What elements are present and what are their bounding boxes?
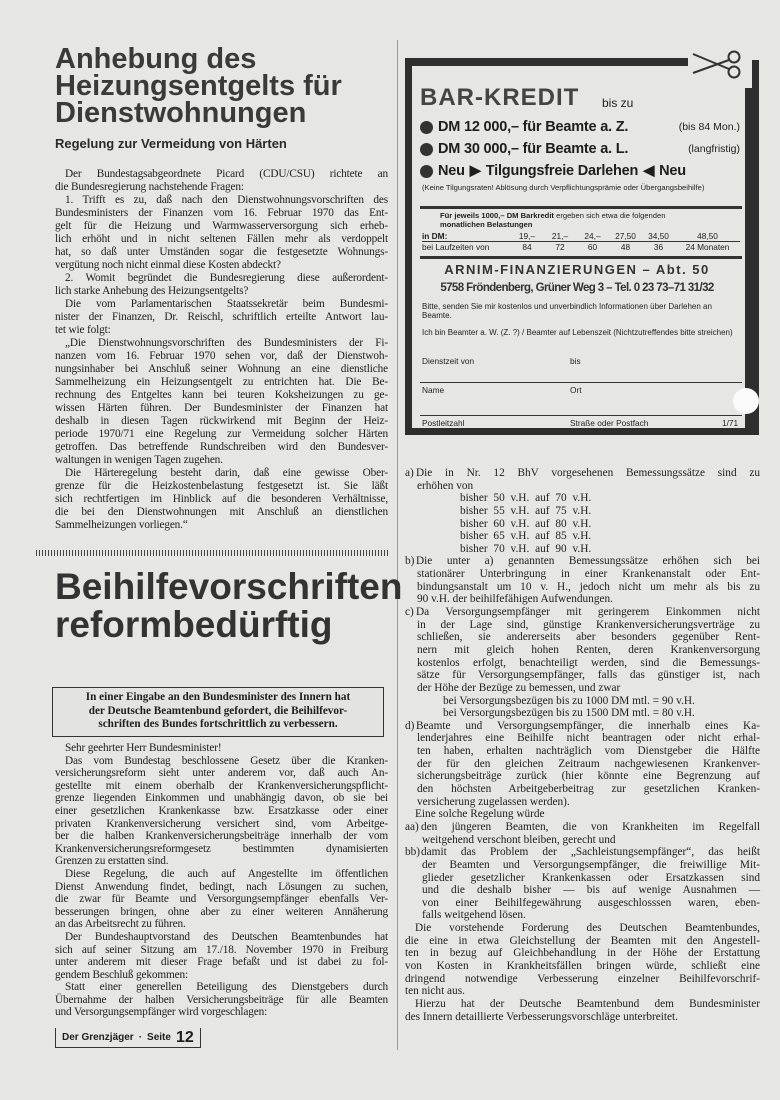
text-line: damit das Problem der „Sachleistungsempfänger“, das heißt [421, 846, 760, 859]
text-line: 2. Womit begründet die Bundesregierung diese außerordent- [65, 272, 388, 284]
text-line: Grenzen zu erstatten sind. [55, 855, 169, 868]
text-line: Sehr geehrter Herr Bundesminister! [65, 742, 222, 754]
ad-table-intro [440, 211, 740, 229]
paragraph [405, 922, 760, 998]
text-line: Das vom Bundestag beschlossene Gesetz über die Kranken- [65, 754, 388, 767]
text-line: die bei den Dienstwohnungen mit Anschluß an dienstlichen [55, 506, 388, 518]
list-item [405, 555, 760, 606]
paragraph [55, 194, 388, 272]
term-cell: 72 [555, 242, 565, 252]
article2-title-line1: Beihilfevorschriften [55, 566, 403, 607]
rate-cell: 19,– [518, 231, 536, 241]
text-line: bisher 60 v.H. auf 80 v.H. [460, 517, 592, 530]
name-field[interactable]: Name [422, 385, 445, 395]
ad-offer [420, 118, 740, 136]
offer-note: (bis 84 Mon.) [678, 121, 740, 133]
text-line: nister der Finanzen, Dr. Reischl, schriftlich erteilte Antwort lau- [55, 311, 388, 323]
ad-rate-table [422, 231, 740, 252]
term-cell: 36 [653, 242, 664, 252]
text-line: deshalb in diesen Tagen rückwirkend mit Beginn der Heiz- [55, 415, 388, 427]
list-label: bb) [405, 846, 421, 859]
ad-offer [420, 140, 740, 158]
text-line: erhöhen von [417, 479, 474, 492]
text-line: kostenlos erfolgt, benachteiligt werden, sind die Bemessungs- [417, 656, 760, 669]
offer-text: DM 30 000,– für Beamte a. L. [438, 141, 629, 157]
intro-line2: monatlichen Belastungen [440, 220, 533, 229]
text-line: privaten Krankenversicherung versichert sind, vom Arbeitge- [55, 817, 388, 830]
article2-continuation [405, 467, 760, 1023]
paragraph [55, 467, 388, 532]
list-item [405, 606, 760, 694]
text-line: vergütung noch nicht einmal diese Kosten abdeckt? [55, 259, 281, 271]
text-line: unter anderem mit dieser Frage befaßt und ist dabei zu fol- [55, 956, 388, 969]
triangle-left-icon: ◀ [643, 163, 655, 179]
column-divider [397, 40, 398, 1050]
text-line: wissen Härten führen. Der Bundesminister der Finanzen hat [55, 402, 388, 414]
text-line: lenderjahres eine Beihilfe nicht beantragen oder nicht erhal- [417, 732, 760, 745]
list-label: b) [405, 555, 415, 568]
text-line: gestellte mit einem oberhalb der Krankenversicherungspflicht- [55, 779, 388, 792]
text-line: getroffen. Das betreffende Rundschreiben wird den Bundesver- [55, 441, 388, 453]
bullet-icon [420, 121, 433, 134]
text-line: dringend notwendige Verbesserung einzelner Beihilfevorschrif- [405, 972, 760, 985]
text-line: die eine in etwa Gleichstellung der Beamten mit den Angestell- [405, 934, 760, 947]
text-line: Die vorstehende Forderung des Deutschen Beamtenbundes, [415, 922, 760, 935]
text-line: hat, so daß unter Umständen sogar die festgesetzte Wohnungs- [55, 246, 388, 258]
paragraph [55, 168, 388, 194]
street-field[interactable]: Straße oder Postfach [570, 418, 649, 428]
text-line: bisher 70 v.H. auf 90 v.H. [460, 542, 592, 555]
coupon-code: 1/71 [722, 418, 739, 428]
new-label: Neu [438, 163, 465, 179]
text-line: der Beamten und Versorgungsempfänger, die freiwillige Mit- [422, 858, 760, 871]
city-field[interactable]: Ort [570, 385, 582, 395]
text-line: Diese Regelung, die auch auf Angestellte im öffentlichen [65, 867, 388, 880]
term-cell: 48 [620, 242, 631, 252]
text-line: lich starke Anhebung des Heizungsentgelts? [55, 285, 249, 297]
form-line [420, 382, 742, 383]
text-line: stationärer Unterbringung in einer Krankenanstalt oder Ent- [417, 568, 760, 581]
ad-headline: BAR-KREDIT [420, 84, 580, 111]
text-line: falls weitgehend lösen. [422, 909, 526, 922]
article1-body [55, 168, 388, 532]
lead-line: der Deutsche Beamtenbund gefordert, die Beihilfevor- [88, 704, 348, 717]
text-line: versicherung zugelassen werden). [417, 795, 570, 808]
rate-list [405, 695, 760, 720]
bullet-icon [420, 143, 433, 156]
text-line: glieder gesetzlicher Krankenkassen oder Ersatzkassen sind [422, 871, 760, 884]
ad-new-offer [420, 162, 740, 180]
page-number: 12 [175, 1028, 194, 1046]
ad-status: Ich bin Beamter a. W. (Z. ?) / Beamter auf Lebenszeit (Nichtzutreffendes bitte streichen) [422, 328, 733, 337]
text-line: gendem Beschluß gekommen: [55, 968, 189, 981]
paragraph [55, 298, 388, 337]
list-item [405, 821, 760, 846]
text-line: den höchsten Arbeitgeberbeitrag zur gesetzlichen Kranken- [417, 783, 760, 796]
article2-title-line2: reformbedürftig [55, 604, 333, 645]
rate-cell: 48,50 [697, 231, 718, 241]
text-line: ten nicht aus. [405, 985, 465, 998]
text-line: ten in bezug auf Gleichbehandlung in der Höhe der Erstattung [405, 947, 760, 960]
new-label: Neu [659, 163, 686, 179]
text-line: nern mit gleich hohen Renten, deren Krankenversorgung [417, 643, 760, 656]
article2-body [55, 742, 388, 1019]
text-line: grenze liegenden Einkommen und unabhängig davon, ob sie bei [55, 792, 388, 805]
ad-rule [420, 256, 742, 259]
list-label: a) [405, 467, 414, 479]
lead-line: In einer Eingabe an den Bundesminister des Innern hat [85, 691, 351, 703]
text-line: die zwar für Beamte und Versorgungsempfänger ebenfalls Ver- [55, 893, 388, 906]
rate-cell: 34,50 [648, 231, 669, 241]
ad-company: ARNIM-FINANZIERUNGEN – Abt. 50 [444, 262, 710, 277]
text-line: Hierzu hat der Deutsche Beamtenbund dem Bundesminister [415, 997, 760, 1010]
intro-text: ergeben sich etwa die folgenden [556, 211, 666, 220]
text-line: Sammelheizungen vorliegen.“ [55, 519, 188, 531]
paragraph [55, 755, 388, 868]
text-line: Beamte und Versorgungsempfänger, die innerhalb eines Ka- [416, 719, 760, 732]
list-label: aa) [405, 820, 419, 833]
text-line: „Die Dienstwohnungsvorschriften des Bundesministers der Fi- [65, 337, 388, 349]
text-line: bei Versorgungsbezügen bis zu 1000 DM mtl. = 90 v.H. [443, 694, 695, 707]
list-item [405, 846, 760, 922]
triangle-right-icon: ▶ [469, 163, 481, 179]
rate-cell: 24,– [584, 231, 601, 241]
page-label: Seite [147, 1032, 171, 1043]
new-offer-text: Tilgungsfreie Darlehen [485, 163, 639, 179]
text-line: Eine solche Regelung würde [415, 808, 545, 821]
term-cell: 60 [587, 242, 598, 252]
text-line: 90 v.H. der beihilfefähigen Aufwendungen. [417, 593, 613, 606]
text-line: Übernahme der halben Versicherungsbeiträge für alle Beamten [55, 993, 388, 1006]
text-line: lich erhöht und in nicht seltenen Fällen mehr als verdoppelt [55, 233, 388, 245]
article1-title: Anhebung des Heizungsentgelts für Dienstwohnungen [55, 43, 342, 129]
text-line: der für den gleichen Zeitraum nachgewiesenen Krankenver- [417, 757, 760, 770]
text-line: bisher 55 v.H. auf 75 v.H. [460, 504, 592, 517]
text-line: schließen, sie andererseits aber besonders gegenüber Rent- [417, 631, 760, 644]
rate-list [405, 492, 760, 555]
text-line: bei Versorgungsbezügen bis zu 1500 DM mtl. = 80 v.H. [443, 707, 695, 720]
rate-row [422, 231, 740, 242]
paragraph [55, 272, 388, 298]
text-line: und Versorgungsempfänger wird vorgeschlagen: [55, 1006, 268, 1019]
text-line: des Innern detaillierte Verbesserungsvorschläge unterbreitet. [405, 1010, 679, 1023]
offer-note: (langfristig) [688, 143, 740, 155]
text-line: an das Arbeitsrecht zu führen. [55, 918, 186, 931]
article2-title [55, 568, 402, 644]
text-line: Die vom Parlamentarischen Staatssekretär beim Bundesmi- [65, 298, 388, 310]
text-line: Dienst Anwendung findet, bedingt, nach Lösungen zu suchen, [55, 880, 388, 893]
text-line: sich rechtfertigen im Hinblick auf die besonderen Verhältnisse, [55, 493, 388, 505]
paragraph [55, 931, 388, 981]
text-line: einer gesetzlichen Krankenkasse bzw. Ersatzkasse oder einer [55, 804, 388, 817]
article1-subtitle: Regelung zur Vermeidung von Härten [55, 136, 287, 151]
text-line: Der Bundestagsabgeordnete Picard (CDU/CSU) richtete an [65, 168, 388, 180]
ad-fine-print: (Keine Tilgungsraten! Ablösung durch Verpflichtungsprämie oder Übergangsbeihilfe) [422, 183, 705, 192]
text-line: versicherungsreform sieht unter anderem vor, daß auch An- [55, 767, 388, 780]
text-line: grenze für die Heizkostenbelastung festgesetzt ist. Sie läßt [55, 480, 388, 492]
text-line: periode 1970/71 eine Regelung zur Vermeidung solcher Härten [55, 428, 388, 440]
text-line: 1. Trifft es zu, daß nach den Dienstwohnungsvorschriften des [65, 194, 388, 206]
term-cell: 24 Monaten [685, 242, 730, 252]
text-line: waltungen in wenigen Tagen zugehen. [55, 454, 223, 466]
text-line: weitgehend verschont bleiben, gerecht und [422, 833, 616, 846]
text-line: bisher 65 v.H. auf 85 v.H. [460, 530, 592, 543]
section-separator [36, 550, 390, 556]
text-line: von Kosten in Krankheitsfällen bringen würde, schließt eine [405, 959, 760, 972]
list-item [405, 467, 760, 492]
offer-text: DM 12 000,– für Beamte a. Z. [438, 119, 629, 135]
paragraph [55, 868, 388, 931]
ad-rule [420, 206, 742, 209]
ad-request: Bitte, senden Sie mir kostenlos und unverbindlich Informationen über Darlehen an Beamte. [422, 302, 712, 320]
text-line: sätze für Versorgungsempfänger, falls das günstiger ist, nach [417, 669, 760, 682]
text-line: ber die halben Krankenversicherungsbeiträge innerhalb der vom [55, 830, 388, 843]
ad-address: 5758 Fröndenberg, Grüner Weg 3 – Tel. 0 23 73–71 31/32 [440, 282, 714, 294]
publication-name: Der Grenzjäger [62, 1032, 134, 1043]
text-line: den jüngeren Beamten, die von Krankheiten im Regelfall [421, 820, 760, 833]
text-line: von einer Beihilfegewährung ausgeschlosssen waren, eben- [422, 896, 760, 909]
page-footer [55, 1028, 201, 1048]
row-label: in DM: [422, 231, 448, 241]
text-line: sicherungsbeiträge zurück (hier könnte eine Begrenzung auf [417, 770, 760, 783]
text-line: Sammelheizung ein Heizungsentgelt zu entrichten hat. Die Be- [55, 376, 388, 388]
text-line: Die in Nr. 12 BhV vorgesehenen Bemessungssätze sind zu [416, 467, 760, 479]
text-line: ten haben, erhalten nachträglich vom Dienstgeber die Hälfte [417, 745, 760, 758]
text-line: bindungsanstalt um 10 v. H., jedoch nicht um mehr als bis zu [417, 580, 760, 593]
article2-lead-box [52, 687, 384, 737]
text-line: Statt einer generellen Beteiligung des Dienstgebers durch [65, 981, 388, 994]
footer-separator: · [138, 1032, 143, 1043]
text-line: besserungen bringen, ohne aber zu einer weiteren Annäherung [55, 905, 388, 918]
text-line: tet wie folgt: [55, 324, 111, 336]
ad-border-right [745, 88, 753, 435]
scissors-icon [690, 48, 746, 80]
text-line: sich auf seiner Sitzung am 17./18. November 1970 in Freiburg [55, 943, 388, 956]
text-line: Die unter a) genannten Bemessungssätze erhöhen sich bei [416, 555, 760, 568]
intro-bold: Für jeweils 1000,– DM Barkredit [440, 211, 554, 220]
text-line: der Höhe der Bezüge zu bemessen, und zwar [417, 681, 621, 694]
list-item [405, 720, 760, 808]
text-line: Der Bundeshauptvorstand des Deutschen Beamtenbundes hat [65, 930, 388, 943]
text-line: Krankenversicherungsreformgesetz bestimmten dynamisierten [55, 842, 388, 855]
list-label: c) [405, 606, 414, 619]
row-label: bei Laufzeiten von [422, 242, 490, 252]
form-line [420, 415, 742, 416]
postal-code-field[interactable]: Postleitzahl [422, 418, 465, 428]
paragraph [405, 998, 760, 1023]
text-line: Die Härteregelung besteht darin, daß eine gewisse Ober- [65, 467, 388, 479]
paragraph [55, 742, 388, 755]
rate-cell: 27,50 [615, 231, 636, 241]
paragraph [405, 808, 760, 821]
text-line: rechnung des Entgeltes kann bei teuren Koksheizungen zu ge- [55, 389, 388, 401]
text-line: nungsinhaber bei Anschluß seiner Wohnung an eine dienstliche [55, 363, 388, 375]
text-line: Bundesministers der Finanzen vom 16. Februar 1970 das Ent- [55, 207, 388, 219]
list-label: d) [405, 719, 415, 732]
service-to-field[interactable]: bis [570, 356, 581, 366]
text-line: und die deshalb bisher — bis auf wenige Ausnahmen — [422, 884, 760, 897]
text-line: gelt für die Heizung und Warmwasserversorgung sich erheb- [55, 220, 388, 232]
bullet-icon [420, 165, 433, 178]
rate-cell: 21,– [551, 231, 569, 241]
ad-headline-suffix: bis zu [602, 96, 634, 110]
paragraph [55, 337, 388, 467]
text-line: die Bundesregierung nachstehende Fragen: [55, 181, 244, 193]
text-line: Da Versorgungsempfänger mit geringerem Einkommen nicht [416, 606, 760, 619]
term-cell: 84 [522, 242, 532, 252]
lead-line: schriften des Bundes fortschrittlich zu verbessern. [98, 718, 338, 730]
term-row [422, 242, 740, 252]
punch-hole [733, 388, 759, 414]
text-line: in der Lage sind, günstige Krankenversicherungsverträge zu [417, 618, 760, 631]
text-line: bisher 50 v.H. auf 70 v.H. [460, 492, 592, 505]
service-from-field[interactable]: Dienstzeit von [422, 356, 475, 366]
text-line: nanzen vom 16. Februar 1970 sehen vor, daß der Dienstwoh- [55, 350, 388, 362]
paragraph [55, 981, 388, 1019]
